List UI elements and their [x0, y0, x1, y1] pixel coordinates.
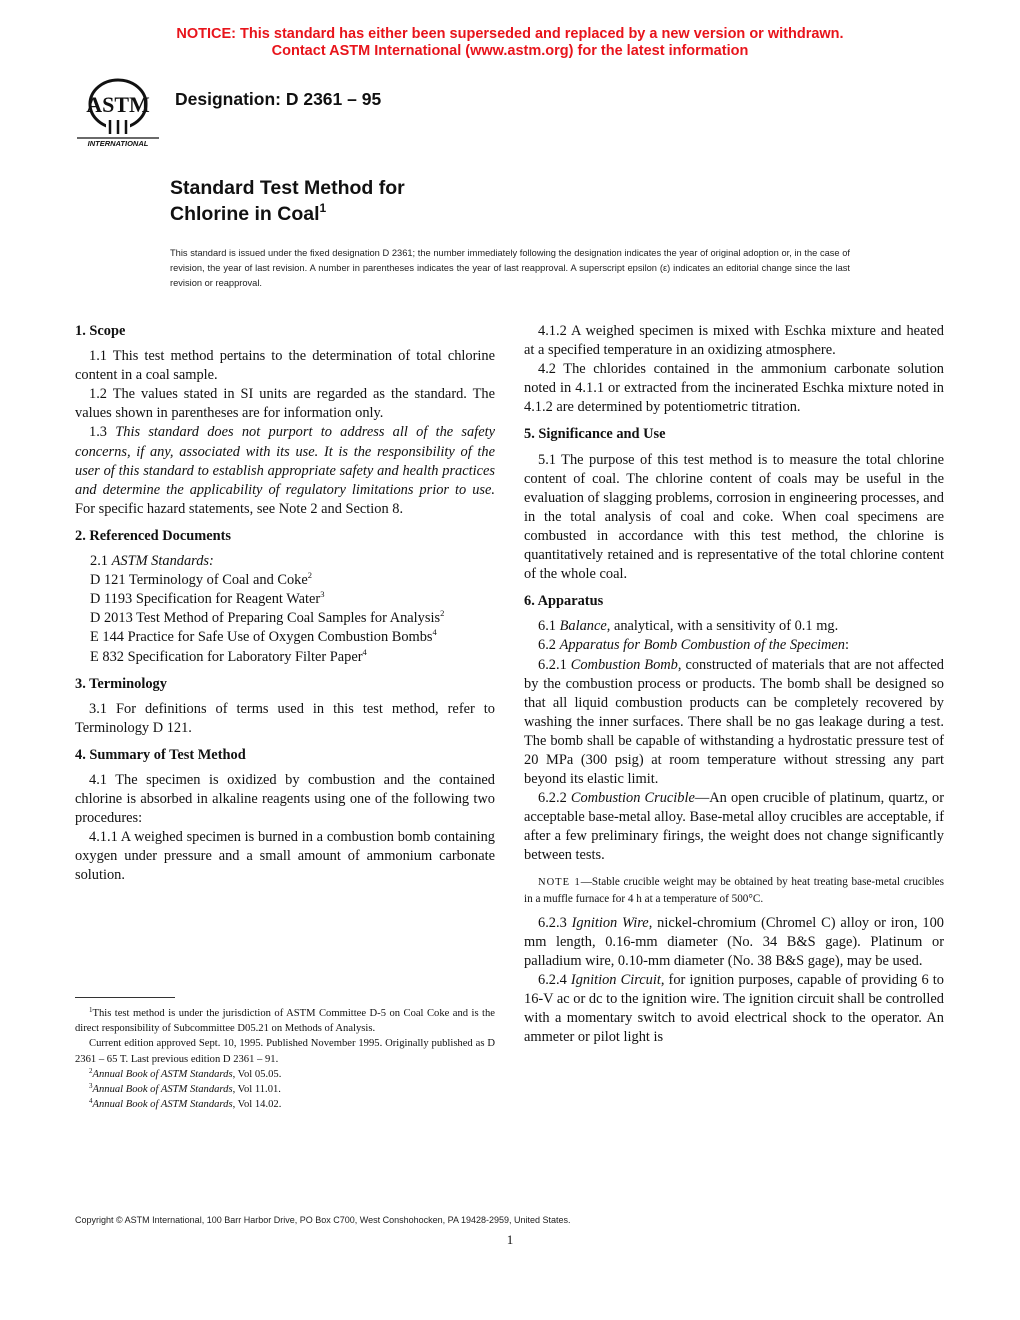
para-4-1-2: 4.1.2 A weighed specimen is mixed with Eschka mixture and heated at a specified temperature in an oxidizing atmosphere.	[524, 323, 944, 359]
title-text: Chlorine in Coal	[170, 203, 320, 225]
para-6-1-italic: Balance	[559, 618, 607, 635]
page-number: 1	[506, 1232, 514, 1247]
ref-sub-italic: ASTM Standards:	[111, 553, 214, 570]
footnote-3-rest: , Vol 11.01.	[232, 1084, 281, 1096]
footnote-3-mark: 3	[89, 1082, 93, 1091]
title-line-2	[170, 201, 405, 227]
footnote-4-rest: , Vol 14.02.	[232, 1099, 282, 1111]
para-6-2-4-italic: Ignition Circuit	[570, 971, 661, 988]
para-6-2-3-rest: , nickel-chromium (Chromel C) alloy or iron, 100 mm length, 0.16-mm diameter (No. 34 B&S gage). Platinum or palladium wire, 0.10-mm diameter (No. 38 B&S gage), may be used.	[524, 914, 944, 969]
footnote-3	[75, 1082, 495, 1097]
note-1-label: NOTE 1	[538, 876, 581, 888]
notice-line-1: NOTICE: This standard has either been superseded and replaced by a new version or withdrawn.	[176, 26, 844, 42]
logo-caption: INTERNATIONAL	[87, 139, 149, 148]
footnote-4-mark: 4	[89, 1097, 93, 1106]
para-6-2-1-rest: , constructed of materials that are not affected by the combustion process or products. The bomb shall be designed so that all liquid combustion products can be completely recovered by washing the inner surfaces. There shall be no gas leakage during a test. The bomb shall be capable of withstanding a hydrostatic pressure test of 20 MPa (300 psig) at room temperature without stressing any part beyond its elastic limit.	[524, 656, 944, 788]
ref-astm-standards	[75, 552, 495, 571]
ref-item-text: D 1193 Specification for Reagent Water	[90, 591, 321, 608]
ref-item-mark: 2	[440, 608, 445, 619]
para-6-2-3-italic: Ignition Wire	[571, 914, 649, 931]
para-6-2-num: 6.2	[538, 637, 556, 654]
section-significance-heading: 5. Significance and Use	[524, 426, 666, 443]
para-6-2-4-num: 6.2.4	[538, 971, 567, 988]
section-terminology-heading: 3. Terminology	[75, 675, 167, 692]
designation: Designation: D 2361 – 95	[175, 89, 382, 109]
footnote-4	[75, 1097, 495, 1112]
para-4-1-1: 4.1.1 A weighed specimen is burned in a combustion bomb containing oxygen under pressure and a small amount of ammonium carbonate solution.	[75, 829, 495, 884]
para-6-2-1-num: 6.2.1	[538, 656, 567, 673]
para-6-1-rest: , analytical, with a sensitivity of 0.1 mg.	[606, 618, 839, 635]
issue-note: This standard is issued under the fixed designation D 2361; the number immediately following the designation indicates the year of original adoption or, in the case of revision, the year of last revision. A number in parentheses indicates the year of last reapproval. A superscript epsilon (ε) indicates an editorial change since the last revision or reapproval.	[170, 248, 850, 288]
para-1-3-rest: For specific hazard statements, see Note 2 and Section 8.	[75, 500, 404, 517]
section-referenced-heading: 2. Referenced Documents	[75, 527, 231, 544]
para-4-1: 4.1 The specimen is oxidized by combustion and the contained chlorine is absorbed in alkaline reagents using one of the following two procedures:	[75, 771, 495, 827]
para-1-3-italic: This standard does not purport to address all of the safety concerns, if any, associated with its use. It is the responsibility of the user of this standard to establish appropriate safety and health practices and determine the applicability of regulatory limitations prior to use.	[75, 424, 495, 498]
ref-item-mark: 4	[362, 646, 367, 657]
para-3-1: 3.1 For definitions of terms used in this test method, refer to Terminology D 121.	[75, 700, 495, 736]
logo-letters: ASTM	[86, 92, 150, 117]
footnote-2	[75, 1067, 495, 1082]
section-scope-heading: 1. Scope	[75, 323, 126, 339]
section-apparatus-heading: 6. Apparatus	[524, 593, 604, 610]
footnote-1	[75, 1006, 495, 1036]
note-1	[524, 874, 944, 907]
footnotes	[75, 1006, 495, 1112]
right-column	[524, 322, 944, 1047]
ref-item	[75, 628, 495, 647]
para-1-1: 1.1 This test method pertains to the determination of total chlorine content in a coal sample.	[75, 348, 495, 384]
para-6-2-2-rest: —An open crucible of platinum, quartz, or acceptable base-metal alloy. Base-metal alloy crucibles are acceptable, if after a few preliminary firings, the weight does not change significantly between tests.	[524, 790, 944, 864]
footnote-4-italic: Annual Book of ASTM Standards	[92, 1099, 233, 1111]
para-6-1-num: 6.1	[538, 618, 556, 635]
para-1-2: 1.2 The values stated in SI units are regarded as the standard. The values shown in parentheses are for information only.	[75, 386, 495, 422]
para-6-2-2-italic: Combustion Crucible	[570, 790, 695, 807]
para-6-2-3-num: 6.2.3	[538, 914, 567, 931]
para-6-2-4	[524, 971, 944, 1047]
ref-item	[75, 609, 495, 628]
title-line-1: Standard Test Method for	[170, 177, 405, 199]
footnote-1-edition: Current edition approved Sept. 10, 1995. Published November 1995. Originally published as D 2361 – 65 T. Last previous edition D 2361 – 91.	[75, 1038, 495, 1065]
para-5-1: 5.1 The purpose of this test method is to measure the total chlorine content of coal. The chlorine content of coals may be useful in the evaluation of slagging problems, corrosion in engineering processes, and in the total analysis of coal and coke. When coal specimens are combusted in accordance with this test method, the chlorine is quantitatively retained and is representative of the total chlorine content of the whole coal.	[524, 451, 944, 583]
para-6-2-2	[524, 789, 944, 865]
ref-item-mark: 3	[320, 589, 325, 600]
ref-item-text: D 2013 Test Method of Preparing Coal Samples for Analysis	[90, 610, 441, 627]
ref-item-mark: 4	[432, 627, 437, 638]
footnote-2-mark: 2	[89, 1066, 93, 1075]
ref-item-text: D 121 Terminology of Coal and Coke	[90, 572, 308, 589]
ref-item	[75, 648, 495, 667]
footnote-2-rest: , Vol 05.05.	[232, 1068, 282, 1080]
copyright: Copyright © ASTM International, 100 Barr Harbor Drive, PO Box C700, West Conshohocken, PA 19428-2959, United States.	[75, 1215, 571, 1225]
para-6-2-3	[524, 914, 944, 971]
astm-logo	[75, 76, 161, 148]
ref-item-text: E 144 Practice for Safe Use of Oxygen Combustion Bombs	[90, 629, 433, 646]
ref-item	[75, 590, 495, 609]
left-column	[75, 322, 495, 886]
para-6-2-2-num: 6.2.2	[538, 790, 567, 807]
ref-item-text: E 832 Specification for Laboratory Filter Paper	[90, 648, 363, 665]
ref-item	[75, 571, 495, 590]
para-1-3-num: 1.3	[89, 424, 107, 441]
para-6-2-1	[524, 656, 944, 790]
notice-line-2: Contact ASTM International (www.astm.org) for the latest information	[271, 43, 749, 59]
para-4-2: 4.2 The chlorides contained in the ammonium carbonate solution noted in 4.1.1 or extracted from the incinerated Eschka mixture noted in 4.1.2 are determined by potentiometric titration.	[524, 361, 944, 416]
note-1-text: —Stable crucible weight may be obtained by heat treating base-metal crucibles in a muffle furnace for 4 h at a temperature of 500°C.	[524, 875, 945, 905]
title-footnote-mark: 1	[319, 201, 327, 215]
section-summary-heading: 4. Summary of Test Method	[75, 746, 246, 763]
para-6-1	[524, 617, 944, 636]
footnote-divider	[75, 997, 175, 998]
ref-item-mark: 2	[307, 570, 313, 581]
para-1-3	[75, 423, 495, 518]
footnote-1-text: This test method is under the jurisdiction of ASTM Committee D-5 on Coal Coke and is the direct responsibility of Subcommittee D05.21 on Methods of Analysis.	[75, 1008, 495, 1035]
para-6-2-1-italic: Combustion Bomb	[570, 656, 678, 673]
footnote-2-italic: Annual Book of ASTM Standards	[92, 1068, 233, 1080]
para-6-2	[524, 636, 944, 655]
para-6-2-rest: :	[845, 637, 850, 654]
footnote-3-italic: Annual Book of ASTM Standards	[92, 1084, 233, 1096]
footnote-1-mark: 1	[89, 1006, 93, 1014]
para-6-2-italic: Apparatus for Bomb Combustion of the Specimen	[559, 637, 846, 654]
ref-sub-num: 2.1	[90, 553, 108, 570]
para-6-2-4-rest: , for ignition purposes, capable of providing 6 to 16-V ac or dc to the ignition wire. The ignition circuit shall be controlled with a momentary switch to avoid electrical shock to the operator. An ammeter or pilot light is	[524, 971, 944, 1046]
document-title	[170, 175, 405, 227]
withdrawn-notice	[0, 26, 1020, 60]
